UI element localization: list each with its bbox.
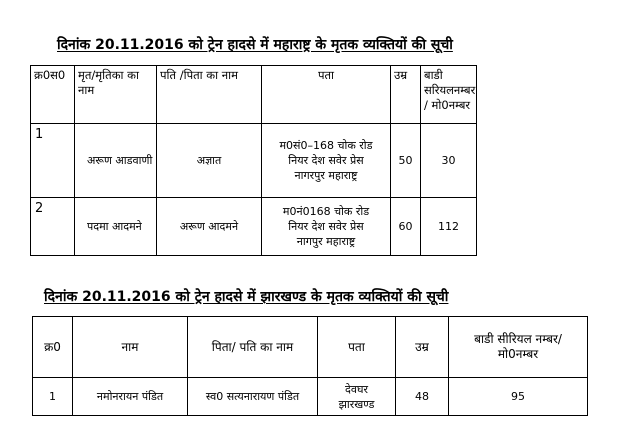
father-cell: स्व0 सत्यनारायण पंडित xyxy=(188,378,318,416)
header-father-husband-name: पति /पिता का नाम xyxy=(157,66,262,124)
address-line: नागपुर महाराष्ट्र xyxy=(296,235,356,248)
address-line: झारखण्ड xyxy=(338,397,375,411)
header-age: उम्र xyxy=(396,317,449,378)
header-body-number: बाडी सरियलनम्बर / मो0नम्बर xyxy=(421,66,477,124)
header-serial: क्र0 xyxy=(33,317,73,378)
father-cell: अज्ञात xyxy=(157,124,262,198)
header-body-number: बाडी सीरियल नम्बर/मो0नम्बर xyxy=(449,317,588,378)
address-cell xyxy=(262,124,391,198)
address-line: देवघर xyxy=(345,382,368,396)
address-line: नियर देश सवेर प्रेस xyxy=(288,154,364,167)
maharashtra-deceased-table xyxy=(30,65,477,256)
table-header-row xyxy=(33,317,588,378)
address-cell xyxy=(262,198,391,256)
age-cell: 50 xyxy=(391,124,421,198)
header-father-husband-name: पिता/ पति का नाम xyxy=(188,317,318,378)
header-address: पता xyxy=(318,317,396,378)
address-line: नागरपुर महाराष्ट्र xyxy=(294,169,358,182)
address-line: म0सं0–168 चोक रोड xyxy=(279,139,373,152)
serial-cell: 1 xyxy=(33,378,73,416)
header-deceased-name: मृत/मृतिका का नाम xyxy=(75,66,157,124)
table-row xyxy=(31,124,477,198)
body-number-cell: 112 xyxy=(421,198,477,256)
jharkhand-list-title: दिनांक 20.11.2016 को ट्रेन हादसे में झारखण्ड के मृतक व्यक्तियों की सूची xyxy=(44,289,449,305)
table-row xyxy=(33,378,588,416)
maharashtra-list-title: दिनांक 20.11.2016 को ट्रेन हादसे में महाराष्ट्र के मृतक व्यक्तियों की सूची xyxy=(57,37,453,53)
body-number-cell: 95 xyxy=(449,378,588,416)
table-row xyxy=(31,198,477,256)
address-cell xyxy=(318,378,396,416)
age-cell: 60 xyxy=(391,198,421,256)
name-cell: पदमा आदमने xyxy=(75,198,157,256)
name-cell: नमोनरायन पंडित xyxy=(73,378,188,416)
table-header-row xyxy=(31,66,477,124)
age-cell: 48 xyxy=(396,378,449,416)
body-number-cell: 30 xyxy=(421,124,477,198)
serial-cell: 2 xyxy=(31,198,75,256)
name-cell: अरूण आडवाणी xyxy=(75,124,157,198)
father-cell: अरूण आदमने xyxy=(157,198,262,256)
header-address: पता xyxy=(262,66,391,124)
header-serial: क्र0स0 xyxy=(31,66,75,124)
address-line: म0नं0168 चोक रोड xyxy=(282,205,370,218)
serial-cell: 1 xyxy=(31,124,75,198)
header-age: उम्र xyxy=(391,66,421,124)
header-name: नाम xyxy=(73,317,188,378)
jharkhand-deceased-table xyxy=(32,316,588,416)
address-line: नियर देश सवेर प्रेस xyxy=(288,220,364,233)
